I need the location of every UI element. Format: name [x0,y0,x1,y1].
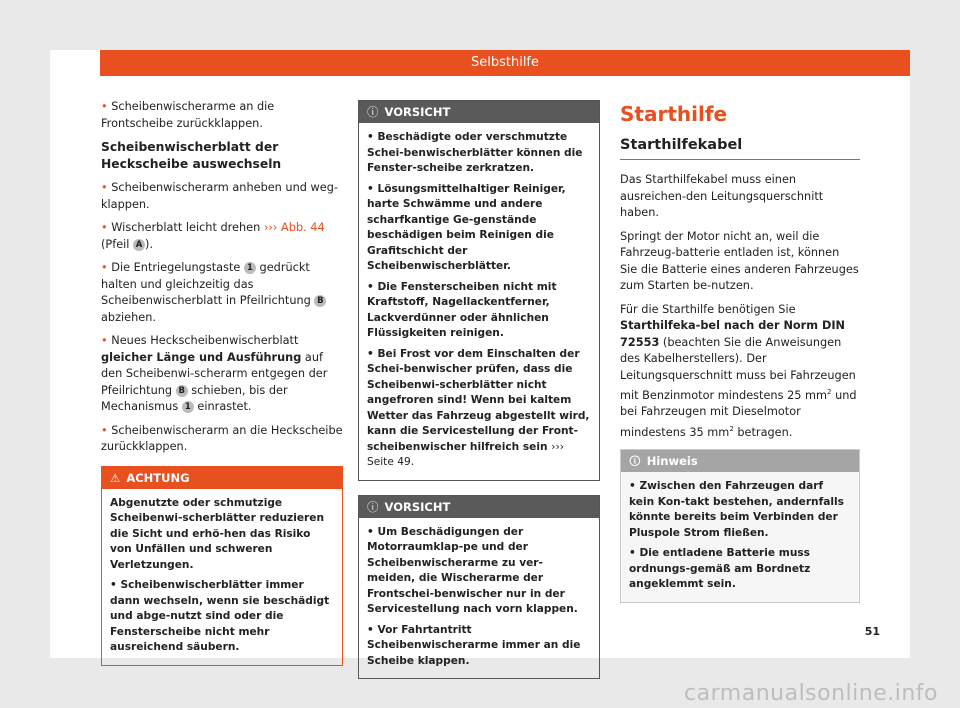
section-title: Starthilfekabel [620,136,860,160]
warning-triangle-icon: ⚠ [110,470,121,485]
chapter-title: Starthilfe [620,102,728,126]
column-left [101,99,343,666]
caution-item: • Beschädigte oder verschmutzte Schei-benwischerblätter können die Fenster-scheibe zerkratzen. [367,130,591,177]
callout-badge: B [314,295,326,307]
note-item: • Zwischen den Fahrzeugen darf kein Kon-takt bestehen, andernfalls könnte bereits beim Verbinden der Pluspole Strom fließen. [629,479,851,541]
caution-box-1 [358,100,600,481]
caution-circle-icon: ⓘ [367,105,379,119]
caution-item: • Die Fensterscheiben nicht mit Kraftstoff, Nagellackentferner, Lackverdünner oder ähnlichen Flüssigkeiten reinigen. [367,280,591,342]
paragraph: Das Starthilfekabel muss einen ausreichen-den Leitungsquerschnitt haben. [620,173,824,219]
caution-box-header: ⓘ VORSICHT [359,101,599,123]
caution-item: • Lösungsmittelhaltiger Reiniger, harte Schwämme und andere scharfkantige Ge-genstände beschädigen beim Reinigen die Grafitschicht der Scheibenwischerblätter. [367,182,591,275]
caution-item: • Um Beschädigungen der Motorraumklap-pe und der Scheibenwischerarme zu ver-meiden, die Wischerarme der Frontschei-benwischer nur in der Servicestellung nach vorn klappen. [367,525,591,618]
step-fold-rear-wiper: • Scheibenwischerarm an die Heckscheibe zurückklappen. [101,423,343,456]
column-right [620,100,860,603]
callout-badge: B [176,385,188,397]
step-rotate-blade: • Wischerblatt leicht drehen ››› Abb. 44 (Pfeil A ). [101,220,343,253]
note-box [620,449,860,603]
info-icon: 🛈 [629,454,641,469]
step-release-button: • Die Entriegelungstaste 1 gedrückt halten und gleichzeitig das Scheibenwischerblatt in Pfeilrichtung B abziehen. [101,260,343,326]
warning-text: Abgenutzte oder schmutzige Scheibenwi-scherblätter reduzieren die Sicht und erhö-hen das Risiko von Unfällen und schweren Verletzungen. [110,496,324,571]
section-heading-rear-wiper: Scheibenwischerblatt der Heckscheibe auswechseln [101,140,282,171]
step-lift-arm: • Scheibenwischerarm anheben und weg-klappen. [101,180,343,213]
callout-badge: A [133,239,145,251]
step-fold-front-wipers: • Scheibenwischerarme an die Frontscheibe zurückklappen. [101,99,343,132]
caution-box-header: ⓘ VORSICHT [359,496,599,518]
step-new-blade: • Neues Heckscheibenwischerblatt gleicher Länge und Ausführung auf den Scheibenwi-scherarm entgegen der Pfeilrichtung B schieben, bis der Mechanismus 1 einrastet. [101,333,343,416]
warning-box [101,466,343,666]
callout-badge: 1 [244,262,256,274]
manual-page [50,50,910,667]
warning-box-header: ⚠ ACHTUNG [102,467,342,489]
warning-item: • Scheibenwischerblätter immer dann wechseln, wenn sie beschädigt und abge-nutzt sind oder die Fensterscheibe nicht mehr ausreichend säubern. [110,578,334,656]
caution-box-2 [358,495,600,680]
paragraph: Springt der Motor nicht an, weil die Fahrzeug-batterie entladen ist, können Sie die Batterie eines anderen Fahrzeuges zum Starten be-nutzen. [620,229,859,292]
column-middle [358,100,600,693]
section-header: Selbsthilfe [100,50,910,76]
caution-item: • Vor Fahrtantritt Scheibenwischerarme immer an die Scheibe klappen. [367,623,591,670]
page-number: 51 [864,625,880,638]
caution-item: • Bei Frost vor dem Einschalten der Schei-benwischer prüfen, dass die Scheibenwi-scherblätter nicht angefroren sind! Wenn bei kaltem Wetter das Fahrzeug abgestellt wird, kann die Servicestellung der Front-scheibenwischer hilfreich sein ››› Seite 49. [367,347,591,471]
note-item: • Die entladene Batterie muss ordnungs-gemäß am Bordnetz angeklemmt sein. [629,546,851,593]
paragraph: Für die Starthilfe benötigen Sie Starthilfeka-bel nach der Norm DIN 72553 (beachten Sie die Anweisungen des Kabelherstellers). Der Leitungsquerschnitt muss bei Fahrzeugen mit Benzinmotor mindestens 25 $mm^2$ und bei Fahrzeugen mit Dieselmotor mindestens 35 $mm^2$ betragen. [620,302,857,439]
page-reference-link[interactable]: ››› Seite 49. [367,440,564,468]
figure-link[interactable]: ››› Abb. 44 [263,221,325,234]
note-box-header: 🛈 Hinweis [621,450,859,472]
callout-badge: 1 [182,401,194,413]
watermark: carmanualsonline.info [684,681,938,706]
caution-circle-icon: ⓘ [367,499,379,514]
